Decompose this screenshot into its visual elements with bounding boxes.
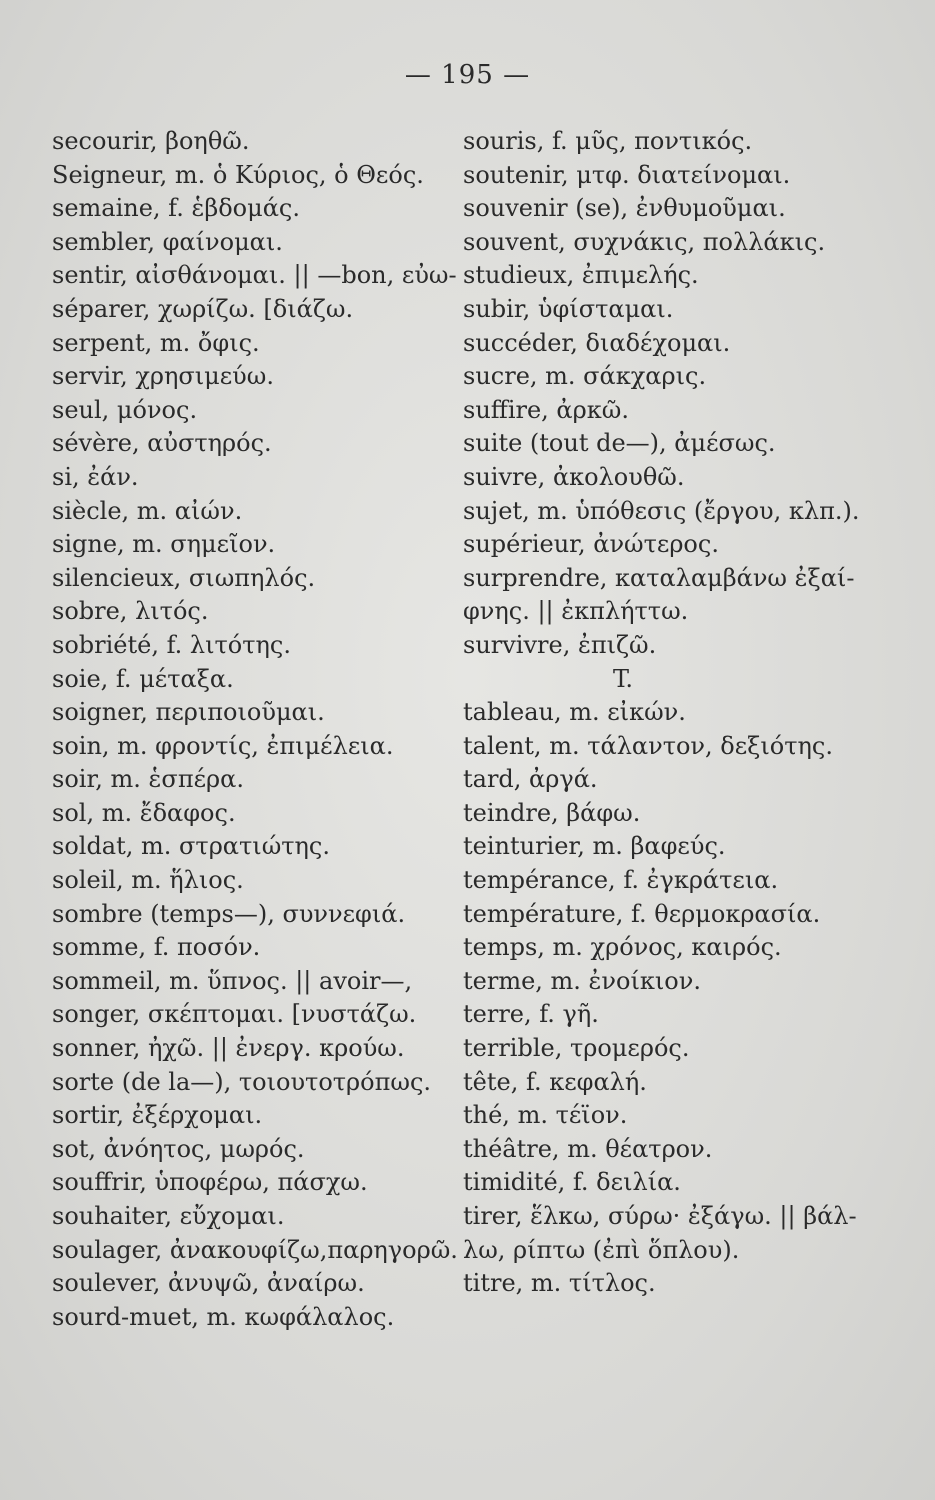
dictionary-entry: soin, m. φροντίς, ἐπιμέλεια. — [52, 731, 394, 760]
dictionary-entry: sonner, ἠχῶ. || ἐνεργ. κρούω. — [52, 1034, 405, 1063]
dictionary-entry: titre, m. τίτλος. — [463, 1269, 656, 1298]
dictionary-entry: semaine, f. ἑβδομάς. — [52, 194, 300, 223]
dictionary-entry: sol, m. ἔδαφος. — [52, 798, 236, 827]
dictionary-entry: sobriété, f. λιτότης. — [52, 630, 291, 659]
dictionary-entry: soutenir, μτφ. διατείνομαι. — [463, 160, 791, 189]
dictionary-entry: timidité, f. δειλία. — [463, 1168, 681, 1197]
dictionary-entry: sujet, m. ὑπόθεσις (ἔργου, κλπ.). — [463, 496, 860, 525]
dictionary-entry: souhaiter, εὔχομαι. — [52, 1202, 285, 1230]
dictionary-entry: temps, m. χρόνος, καιρός. — [463, 933, 782, 962]
dictionary-entry: subir, ὑφίσταμαι. — [463, 294, 674, 323]
dictionary-entry: soulager, ἀνακουφίζω,παρηγορῶ. — [52, 1235, 458, 1264]
dictionary-entry: secourir, βοηθῶ. — [52, 127, 250, 155]
dictionary-entry: terre, f. γῆ. — [463, 1000, 599, 1029]
dictionary-entry: supérieur, ἀνώτερος. — [463, 530, 719, 559]
dictionary-entry: souris, f. μῦς, ποντικός. — [463, 127, 753, 155]
dictionary-entry: succéder, διαδέχομαι. — [463, 328, 731, 357]
dictionary-entry: servir, χρησιμεύω. — [52, 362, 274, 391]
dictionary-entry: teinturier, m. βαφεύς. — [463, 832, 726, 861]
section-heading: T. — [612, 664, 634, 693]
dictionary-entry: soigner, περιποιοῦμαι. — [52, 698, 325, 727]
dictionary-entry: souffrir, ὑποφέρω, πάσχω. — [52, 1168, 368, 1197]
dictionary-entry: soleil, m. ἥλιος. — [52, 866, 244, 895]
dictionary-entry: tête, f. κεφαλή. — [463, 1067, 647, 1096]
dictionary-entry: surprendre, καταλαμβάνω ἐξαί- — [463, 563, 855, 592]
dictionary-entry: souvent, συχνάκις, πολλάκις. — [463, 227, 826, 256]
dictionary-entry: tableau, m. εἰκών. — [463, 698, 686, 727]
dictionary-entry: teindre, βάφω. — [463, 798, 641, 827]
dictionary-entry: somme, f. ποσόν. — [52, 933, 261, 962]
dictionary-entry: terme, m. ἐνοίκιον. — [463, 966, 701, 995]
dictionary-entry: sourd-muet, m. κωφάλαλος. — [52, 1302, 395, 1331]
dictionary-entry: φνης. || ἐκπλήττω. — [463, 597, 689, 626]
dictionary-entry: soie, f. μέταξα. — [52, 664, 234, 693]
dictionary-entry: suite (tout de—), ἀμέσως. — [463, 429, 776, 458]
dictionary-entry: sobre, λιτός. — [52, 597, 209, 626]
dictionary-entry: suffire, ἀρκῶ. — [463, 395, 629, 424]
page-number: — 195 — — [404, 60, 531, 90]
dictionary-entry: sot, ἀνόητος, μωρός. — [52, 1134, 305, 1163]
dictionary-entry: studieux, ἐπιμελής. — [463, 261, 699, 290]
dictionary-entry: tirer, ἕλκω, σύρω· ἐξάγω. || βάλ- — [463, 1202, 857, 1230]
dictionary-entry: terrible, τρομερός. — [463, 1034, 690, 1063]
dictionary-entry: sorte (de la—), τοιουτοτρόπως. — [52, 1067, 432, 1096]
dictionary-entry: sembler, φαίνομαι. — [52, 227, 283, 256]
dictionary-entry: suivre, ἀκολουθῶ. — [463, 462, 685, 491]
dictionary-entry: souvenir (se), ἐνθυμοῦμαι. — [463, 194, 786, 223]
dictionary-entry: sommeil, m. ὕπνος. || avoir—, — [52, 966, 413, 995]
dictionary-entry: thé, m. τέϊον. — [463, 1101, 628, 1130]
dictionary-entry: signe, m. σημεῖον. — [52, 530, 276, 559]
dictionary-entry: Seigneur, m. ὁ Κύριος, ὁ Θεός. — [52, 160, 424, 189]
dictionary-entry: température, f. θερμοκρασία. — [463, 899, 821, 928]
dictionary-entry: silencieux, σιωπηλός. — [52, 563, 316, 592]
dictionary-entry: tempérance, f. ἐγκράτεια. — [463, 866, 779, 895]
dictionary-entry: soulever, ἀνυψῶ, ἀναίρω. — [52, 1269, 365, 1298]
dictionary-entry: sévère, αὐστηρός. — [52, 429, 272, 458]
dictionary-entry: théâtre, m. θέατρον. — [463, 1134, 713, 1163]
right-column — [463, 125, 903, 1301]
dictionary-entry: serpent, m. ὄφις. — [52, 328, 260, 357]
dictionary-entry: songer, σκέπτομαι. [νυστάζω. — [52, 1000, 417, 1029]
dictionary-entry: talent, m. τάλαντον, δεξιότης. — [463, 731, 833, 760]
dictionary-entry: seul, μόνος. — [52, 395, 198, 424]
dictionary-entry: survivre, ἐπιζῶ. — [463, 630, 657, 659]
dictionary-entry: sucre, m. σάκχαρις. — [463, 362, 707, 391]
dictionary-entry: soir, m. ἑσπέρα. — [52, 765, 244, 794]
dictionary-entry: sortir, ἐξέρχομαι. — [52, 1101, 263, 1130]
dictionary-entry: séparer, χωρίζω. [διάζω. — [52, 294, 354, 323]
dictionary-entry: sombre (temps—), συννεφιά. — [52, 899, 406, 928]
dictionary-entry: siècle, m. αἰών. — [52, 496, 243, 525]
left-column — [52, 125, 458, 1334]
dictionary-entry: λω, ρίπτω (ἐπὶ ὅπλου). — [463, 1235, 740, 1264]
dictionary-entry: tard, ἀργά. — [463, 765, 598, 794]
dictionary-entry: soldat, m. στρατιώτης. — [52, 832, 330, 861]
dictionary-entry: si, ἐάν. — [52, 462, 139, 491]
dictionary-entry: sentir, αἰσθάνομαι. || —bon, εὐω- — [52, 261, 457, 290]
